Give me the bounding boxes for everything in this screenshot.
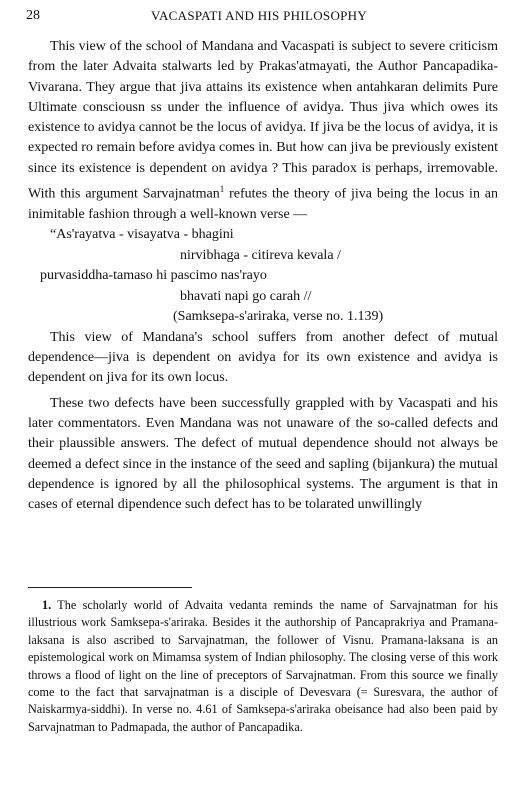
footnote-rule <box>28 587 192 588</box>
page-number: 28 <box>26 8 40 23</box>
paragraph-1-text-end: refutes the theory of jiva being the locus in an inimitable fashion through a well-known verse — <box>28 186 498 223</box>
verse-citation: (Samksepa-s'ariraka, verse no. 1.139) <box>173 309 384 325</box>
main-text <box>28 37 498 516</box>
verse-line: nirvibhaga - citireva kevala / <box>180 247 341 263</box>
paragraph-3: These two defects have been successfully grappled with by Vacaspati and his later commentators. Even Mandana was not unaware of the so-called defects and their plaussible answers. The defect of mutual dependence should not always be deemed a defect since in the instance of the seed and sapling (bijankura) the mutual dependence is ignored by all the philosophical systems. The argument is that in cases of eternal dipendence such defect has to be tolarated unwillingly <box>28 395 498 513</box>
paragraph-1 <box>28 37 498 225</box>
verse-block <box>28 225 498 328</box>
footnote-number: 1. <box>42 598 52 612</box>
footnote-paragraph <box>28 597 498 736</box>
footnote-text: The scholarly world of Advaita vedanta reminds the name of Sarvajnatman for his illustrious work Samksepa-s'ariraka. Besides it the authorship of Pancaprakriya and Pramana-laksana is also ascribed to Sarvajnatman, the follower of Visnu. Pramana-laksana is an epistemological work on Mimamsa system of Indian philosophy. The closing verse of this work throws a flood of light on the line of preceptors of Sarvajnatman. From this source we finally come to the fact that sarvajnatman is a disciple of Devesvara (= Suresvara, the author of Naiskarmya-siddhi). In verse no. 4.61 of Samksepa-s'ariraka obeisance had also been paid by Sarvajnatman to Padmapada, the author of Pancapadika. <box>28 598 498 734</box>
running-head: VACASPATI AND HIS PHILOSOPHY <box>150 8 368 23</box>
page-header <box>26 8 492 28</box>
verse-line: purvasiddha-tamaso hi pascimo nas'rayo <box>40 268 267 284</box>
footnote-marker: 1 <box>219 184 225 195</box>
verse-line: “As'rayatva - visayatva - bhagini <box>50 227 234 243</box>
paragraph-2: This view of Mandana's school suffers from another defect of mutual dependence—jiva is dependent on avidya for its own existence and avidya is dependent on jiva for its own locus. <box>28 329 498 386</box>
paragraph-1-text: This view of the school of Mandana and Vacaspati is subject to severe criticism from the later Advaita stalwarts led by Prakas'atmayati, the Author Pancapadika-Vivarana. They argue that jiva attains its existence when antahkaran delimits Pure Ultimate consciousn ss under the influence of avidya. Thus jiva which owes its existence to avidya cannot be the locus of avidya. If jiva be the locus of avidya, it is expected ro remain before avidya comes in. But how can jiva be previously existent since its existence is dependent on avidya ? This paradox is perhaps, irremovable. With this argument Sarvajnatman <box>28 39 498 202</box>
footnote <box>28 597 498 736</box>
verse-line: bhavati napi go carah // <box>180 288 312 304</box>
